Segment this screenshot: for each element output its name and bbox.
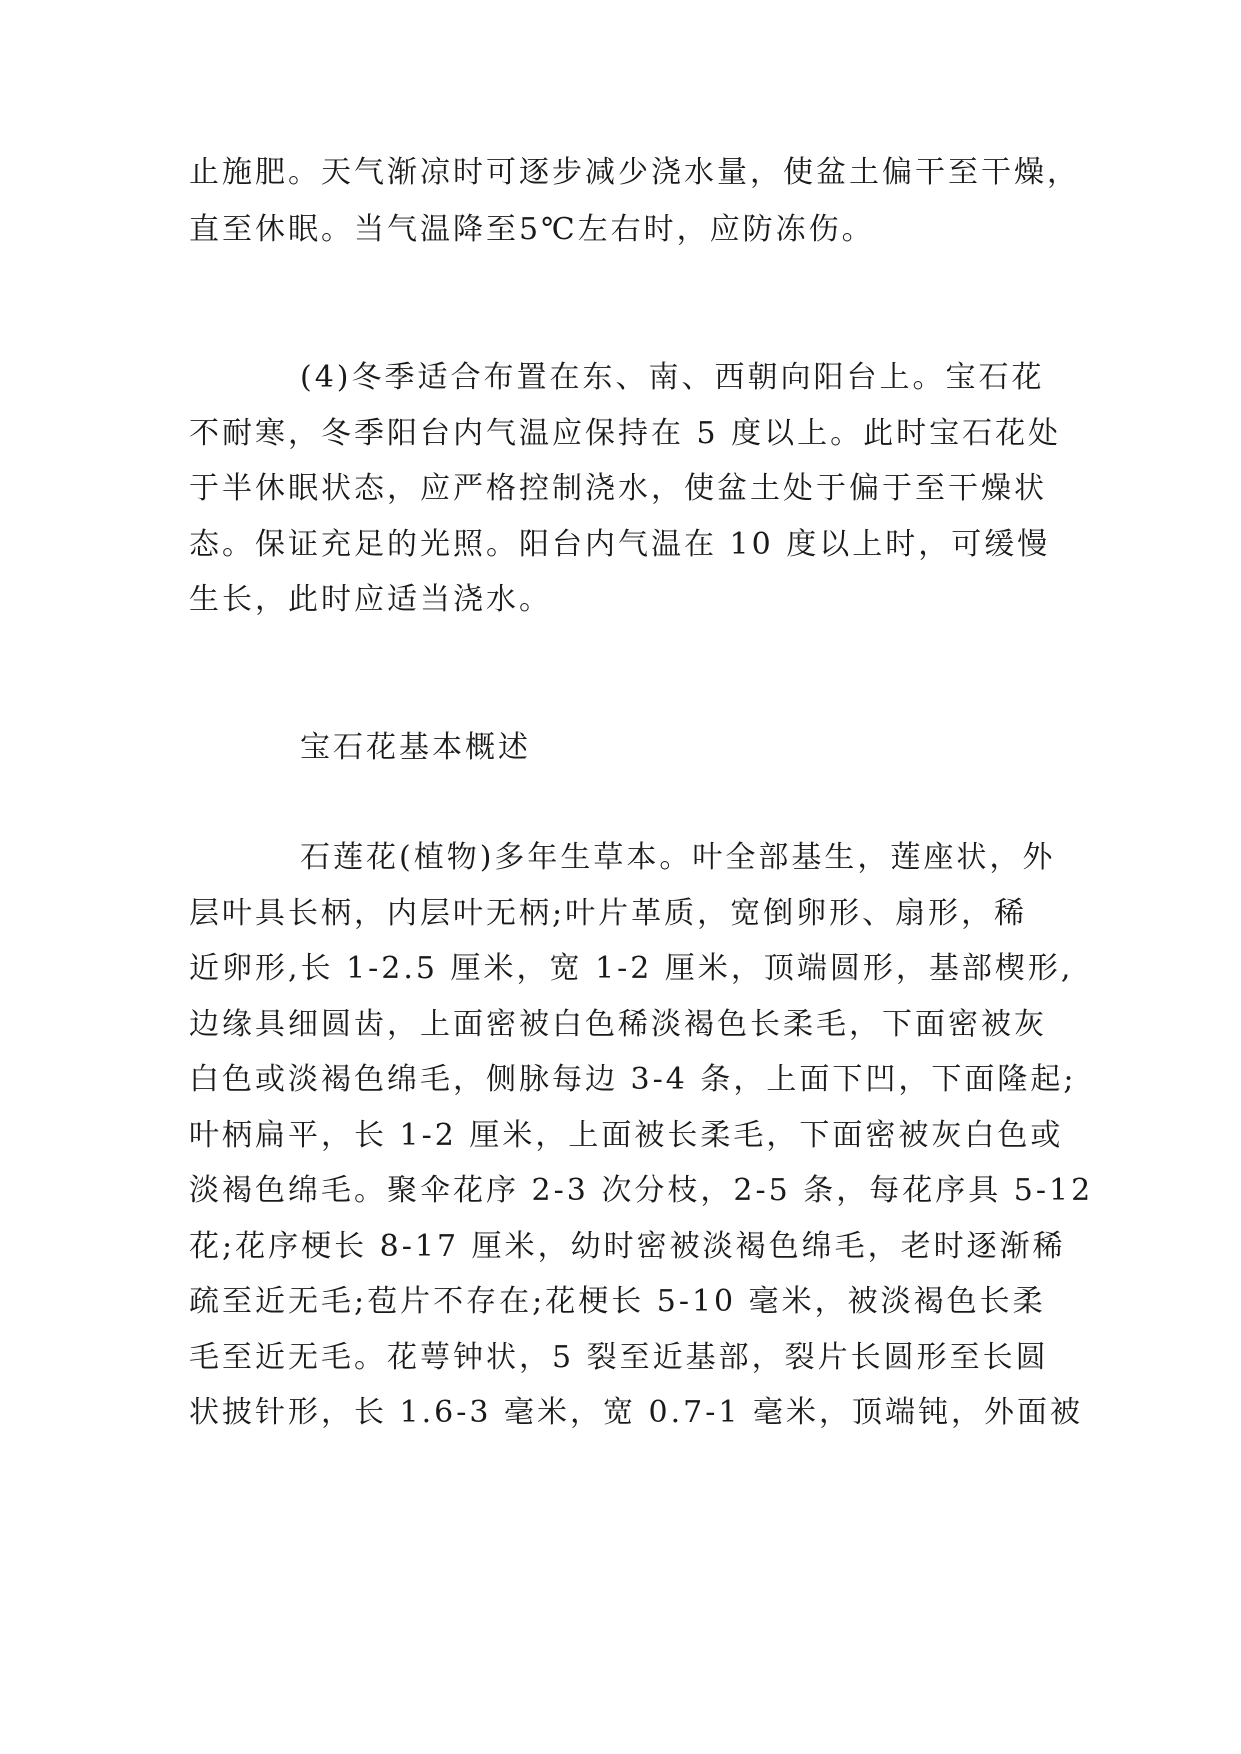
paragraph-3-line-11: 状披针形，长 1.6-3 毫米，宽 0.7-1 毫米，顶端钝，外面被 (189, 1395, 1084, 1430)
paragraph-1-line-2: 直至休眠。当气温降至5℃左右时，应防冻伤。 (189, 212, 875, 247)
section-heading: 宝石花基本概述 (300, 730, 531, 765)
paragraph-3-line-8: 花;花序梗长 8-17 厘米，幼时密被淡褐色绵毛，老时逐渐稀 (189, 1229, 1066, 1264)
paragraph-3-line-2: 层叶具长柄，内层叶无柄;叶片革质，宽倒卵形、扇形，稀 (189, 896, 1028, 931)
paragraph-2-line-1: (4)冬季适合布置在东、南、西朝向阳台上。宝石花 (300, 360, 1045, 395)
paragraph-3-line-3: 近卵形,长 1-2.5 厘米，宽 1-2 厘米，顶端圆形，基部楔形, (189, 951, 1074, 986)
paragraph-2-line-4: 态。保证充足的光照。阳台内气温在 10 度以上时，可缓慢 (189, 527, 1051, 562)
paragraph-3-line-5: 白色或淡褐色绵毛，侧脉每边 3-4 条，上面下凹，下面隆起; (189, 1062, 1077, 1097)
paragraph-2-line-3: 于半休眠状态，应严格控制浇水，使盆土处于偏于至干燥状 (189, 471, 1047, 506)
paragraph-3-line-7: 淡褐色绵毛。聚伞花序 2-3 次分枝，2-5 条，每花序具 5-12 (189, 1173, 1094, 1208)
paragraph-3-line-9: 疏至近无毛;苞片不存在;花梗长 5-10 毫米，被淡褐色长柔 (189, 1284, 1046, 1319)
paragraph-2-line-5: 生长，此时应适当浇水。 (189, 582, 552, 617)
paragraph-3-line-4: 边缘具细圆齿，上面密被白色稀淡褐色长柔毛，下面密被灰 (189, 1007, 1047, 1042)
paragraph-1-line-1: 止施肥。天气渐凉时可逐步减少浇水量，使盆土偏干至干燥， (189, 155, 1080, 190)
paragraph-3-line-10: 毛至近无毛。花萼钟状，5 裂至近基部，裂片长圆形至长圆 (189, 1340, 1049, 1375)
paragraph-2-line-2: 不耐寒，冬季阳台内气温应保持在 5 度以上。此时宝石花处 (189, 416, 1062, 451)
paragraph-3-line-1: 石莲花(植物)多年生草本。叶全部基生，莲座状，外 (300, 840, 1056, 875)
paragraph-3-line-6: 叶柄扁平，长 1-2 厘米，上面被长柔毛，下面密被灰白色或 (189, 1118, 1064, 1153)
